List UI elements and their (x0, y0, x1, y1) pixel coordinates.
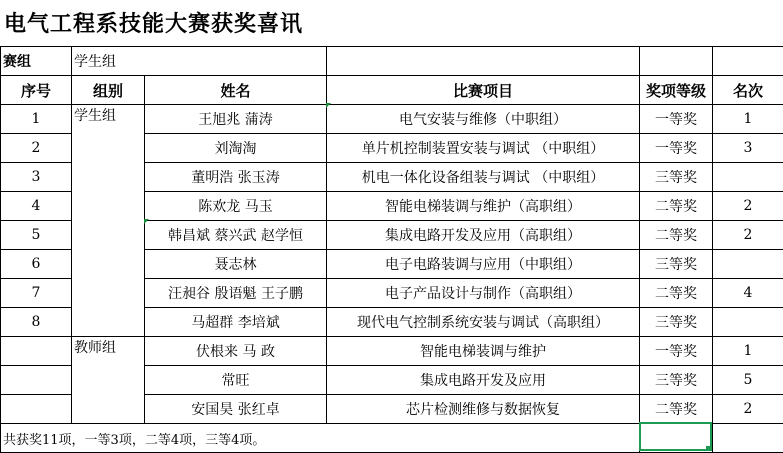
cell-level[interactable]: 三等奖 (640, 250, 713, 279)
cell-item[interactable]: 智能电梯装调与维护（高职组） (327, 192, 640, 221)
cell-rank[interactable] (713, 163, 783, 192)
cell-no[interactable] (1, 337, 72, 366)
table-row (1, 279, 783, 308)
cell-name[interactable]: 常旺 (145, 366, 327, 395)
cell-name[interactable]: 陈欢龙 马玉 (145, 192, 327, 221)
cell-level[interactable]: 一等奖 (640, 134, 713, 163)
cell-group[interactable] (72, 308, 145, 337)
cell-name[interactable]: 汪昶谷 殷语魁 王子鹏 (145, 279, 327, 308)
table-row (1, 192, 783, 221)
group-value-cell[interactable]: 学生组 (72, 47, 327, 76)
cell-level[interactable]: 三等奖 (640, 308, 713, 337)
cell-level[interactable]: 三等奖 (640, 366, 713, 395)
cell-level[interactable]: 二等奖 (640, 192, 713, 221)
cell-name[interactable]: 马超群 李培斌 (145, 308, 327, 337)
cell-rank[interactable]: 2 (713, 192, 783, 221)
cell-level[interactable]: 三等奖 (640, 163, 713, 192)
empty-cell[interactable] (640, 47, 713, 76)
cell-name[interactable]: 董明浩 张玉涛 (145, 163, 327, 192)
cell-no[interactable]: 7 (1, 279, 72, 308)
table-row (1, 366, 783, 395)
cell-level[interactable]: 二等奖 (640, 221, 713, 250)
table-row (1, 250, 783, 279)
cell-rank[interactable]: 1 (713, 337, 783, 366)
cell-group[interactable] (72, 395, 145, 424)
cell-group[interactable] (72, 221, 145, 250)
cell-rank[interactable]: 1 (713, 105, 783, 134)
cell-selection-outline (639, 422, 712, 451)
group-row (1, 47, 783, 76)
cell-level[interactable]: 二等奖 (640, 395, 713, 424)
page-title: 电气工程系技能大赛获奖喜讯 (4, 6, 303, 42)
summary-cell[interactable]: 共获奖11项，一等3项，二等4项，三等4项。 (1, 424, 640, 453)
table-row (1, 163, 783, 192)
header-group[interactable]: 组别 (72, 76, 145, 105)
table-row (1, 308, 783, 337)
cell-name[interactable]: 伏根来 马 政 (145, 337, 327, 366)
empty-cell[interactable] (713, 47, 783, 76)
cell-rank[interactable]: 5 (713, 366, 783, 395)
cell-group-student[interactable]: 学生组 (72, 105, 145, 134)
empty-cell[interactable] (327, 47, 640, 76)
cell-no[interactable]: 3 (1, 163, 72, 192)
cell-item[interactable]: 智能电梯装调与维护 (327, 337, 640, 366)
cell-name[interactable]: 王旭兆 蒲涛 (145, 105, 327, 134)
cell-name[interactable]: 安国昊 张红卓 (145, 395, 327, 424)
cell-item[interactable]: 机电一体化设备组装与调试 （中职组） (327, 163, 640, 192)
cell-group[interactable] (72, 279, 145, 308)
cell-item[interactable]: 集成电路开发及应用（高职组） (327, 221, 640, 250)
cell-rank[interactable]: 4 (713, 279, 783, 308)
cell-item[interactable]: 集成电路开发及应用 (327, 366, 640, 395)
comment-marker (326, 103, 331, 108)
header-name[interactable]: 姓名 (145, 76, 327, 105)
cell-group[interactable] (72, 163, 145, 192)
header-item[interactable]: 比赛项目 (327, 76, 640, 105)
cell-no[interactable]: 2 (1, 134, 72, 163)
cell-group[interactable] (72, 134, 145, 163)
cell-rank[interactable]: 2 (713, 221, 783, 250)
table-row (1, 105, 783, 134)
cell-no[interactable]: 4 (1, 192, 72, 221)
cell-level[interactable]: 一等奖 (640, 105, 713, 134)
cell-no[interactable]: 1 (1, 105, 72, 134)
table-row (1, 134, 783, 163)
cell-item[interactable]: 电子产品设计与制作（高职组） (327, 279, 640, 308)
group-label-cell[interactable]: 赛组 (1, 47, 72, 76)
empty-cell[interactable] (713, 424, 783, 453)
header-no[interactable]: 序号 (1, 76, 72, 105)
cell-group[interactable] (72, 192, 145, 221)
cell-item[interactable]: 单片机控制装置安装与调试 （中职组） (327, 134, 640, 163)
cell-group-teacher[interactable]: 教师组 (72, 337, 145, 366)
cell-group[interactable] (72, 366, 145, 395)
cell-item[interactable]: 现代电气控制系统安装与调试（高职组） (327, 308, 640, 337)
header-rank[interactable]: 名次 (713, 76, 783, 105)
awards-table (0, 46, 783, 453)
cell-item[interactable]: 电子电路装调与应用（中职组） (327, 250, 640, 279)
cell-item[interactable]: 电气安装与维修（中职组） (327, 105, 640, 134)
fill-handle[interactable] (706, 446, 711, 451)
table-row (1, 337, 783, 366)
cell-name[interactable]: 刘淘淘 (145, 134, 327, 163)
cell-name[interactable]: 聂志林 (145, 250, 327, 279)
cell-level[interactable]: 一等奖 (640, 337, 713, 366)
cell-no[interactable]: 5 (1, 221, 72, 250)
cell-no[interactable]: 6 (1, 250, 72, 279)
cell-level[interactable]: 二等奖 (640, 279, 713, 308)
cell-item[interactable]: 芯片检测维修与数据恢复 (327, 395, 640, 424)
cell-rank[interactable]: 2 (713, 395, 783, 424)
cell-rank[interactable] (713, 250, 783, 279)
cell-name[interactable]: 韩昌斌 蔡兴武 赵学恒 (145, 221, 327, 250)
cell-rank[interactable]: 3 (713, 134, 783, 163)
cell-group[interactable] (72, 250, 145, 279)
comment-marker (144, 219, 149, 224)
header-row (1, 76, 783, 105)
table-row (1, 395, 783, 424)
cell-no[interactable] (1, 366, 72, 395)
cell-rank[interactable] (713, 308, 783, 337)
cell-no[interactable] (1, 395, 72, 424)
cell-no[interactable]: 8 (1, 308, 72, 337)
table-row (1, 221, 783, 250)
header-level[interactable]: 奖项等级 (640, 76, 713, 105)
